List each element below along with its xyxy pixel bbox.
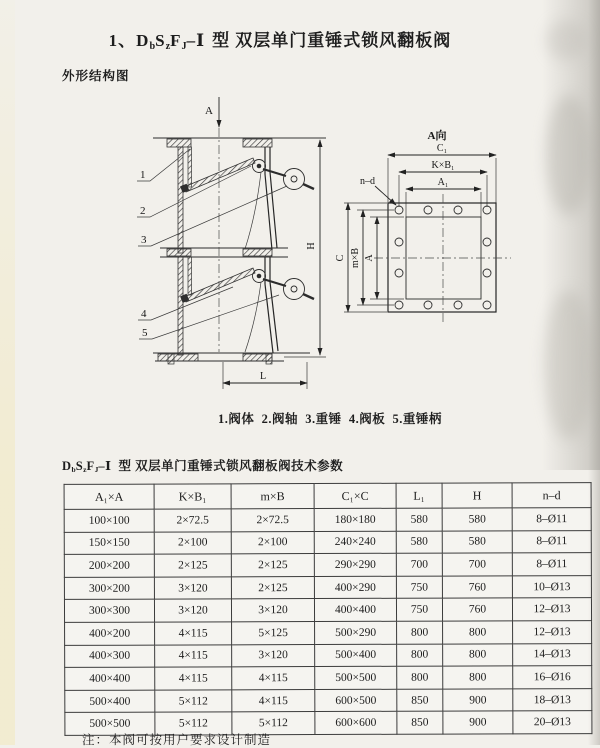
table-cell: 12–Ø13 [512, 598, 591, 621]
table-cell: 200×200 [64, 554, 154, 577]
table-cell: 400×200 [65, 622, 155, 645]
table-cell: 500×500 [315, 666, 397, 689]
table-cell: 700 [396, 553, 442, 576]
table-row [65, 688, 592, 712]
table-cell: 2×125 [231, 576, 314, 599]
table-cell: 800 [443, 621, 513, 644]
dim-label-mxB: m×B [350, 247, 361, 269]
part-label-2: 2 [140, 205, 146, 217]
table-cell: 750 [396, 598, 442, 621]
table-row [64, 553, 591, 577]
table-cell: 750 [396, 576, 442, 599]
table-row [64, 598, 591, 622]
table-cell: 5×125 [232, 622, 315, 645]
model-code: S [75, 459, 84, 473]
table-cell: 580 [442, 508, 512, 531]
part-label-4: 4 [141, 308, 147, 320]
table-cell: 800 [397, 644, 443, 667]
table-cell: 580 [396, 508, 442, 531]
model-suffix: –Ⅰ [186, 31, 206, 50]
table-cell: 600×600 [315, 712, 397, 735]
table-cell: 3×120 [154, 577, 231, 600]
table-cell: 3×120 [232, 644, 315, 667]
table-row [65, 643, 592, 667]
parts-legend: 1.阀体 2.阀轴 3.重锤 4.阀板 5.重锤柄 [218, 412, 442, 426]
title-number: 1、 [108, 31, 137, 50]
table-cell: 8–Ø11 [512, 530, 591, 553]
table-cell: 300×200 [64, 577, 154, 600]
side-view-drawing [137, 97, 326, 389]
dim-label-nd: n–d [360, 176, 375, 187]
table-cell: 4×115 [155, 667, 232, 690]
title-text: 型 双层单门重锤式锁风翻板阀 [212, 31, 452, 50]
model-sub: J [94, 465, 99, 475]
table-row [64, 575, 591, 599]
model-sub: b [71, 465, 76, 475]
table-cell: 580 [396, 531, 442, 554]
table-cell: 900 [443, 689, 513, 712]
model-suffix: –Ⅰ [98, 459, 112, 473]
dim-label-A: A [364, 254, 375, 262]
dim-label-L: L [259, 371, 267, 382]
table-cell: 5×112 [155, 690, 232, 713]
col-header-nd: n–d [512, 483, 591, 508]
table-cell: 500×290 [315, 621, 397, 644]
table-note: 注：本阀可按用户要求设计制造 [82, 733, 272, 747]
part-label-1: 1 [140, 169, 146, 181]
table-subtitle [62, 456, 343, 474]
table-cell: 2×72.5 [154, 509, 231, 532]
col-header-mxb: m×B [231, 484, 314, 509]
model-sub: b [149, 40, 156, 52]
table-cell: 8–Ø11 [512, 553, 591, 576]
table-cell: 300×300 [64, 599, 154, 622]
table-cell: 3×120 [154, 599, 231, 622]
spec-table [64, 482, 593, 736]
table-cell: 800 [397, 666, 443, 689]
table-cell: 4×115 [155, 622, 232, 645]
model-code: F [86, 459, 95, 473]
model-code: D [136, 31, 150, 50]
table-cell: 4×115 [155, 644, 232, 667]
table-cell: 16–Ø16 [513, 666, 592, 689]
table-cell: 180×180 [314, 508, 396, 531]
table-cell: 400×300 [65, 645, 155, 668]
table-cell: 4×115 [232, 667, 315, 690]
table-cell: 800 [443, 666, 513, 689]
table-row [65, 666, 592, 690]
view-a-title: A向 [427, 130, 447, 142]
part-label-5: 5 [142, 327, 148, 339]
table-cell: 18–Ø13 [513, 688, 592, 711]
model-code: S [155, 31, 166, 50]
table-cell: 12–Ø13 [513, 621, 592, 644]
dim-label-KxB1: K×B₁ [431, 160, 455, 171]
table-row [64, 530, 591, 554]
dim-label-C1: C₁ [436, 143, 448, 154]
table-cell: 500×400 [315, 644, 397, 667]
col-header-h: H [442, 483, 512, 508]
table-header-row [64, 483, 591, 510]
dim-label-H: H [306, 242, 317, 250]
col-header-a1xa: A₁×A [64, 484, 154, 509]
table-cell: 20–Ø13 [513, 711, 592, 734]
table-cell: 800 [443, 643, 513, 666]
table-cell: 850 [397, 689, 443, 712]
table-cell: 14–Ø13 [513, 643, 592, 666]
table-row [65, 621, 592, 645]
table-cell: 900 [443, 711, 513, 734]
model-code: D [62, 459, 72, 473]
table-row [64, 508, 591, 532]
table-cell: 400×290 [314, 576, 396, 599]
col-header-c1xc: C₁×C [314, 483, 396, 508]
table-cell: 2×100 [231, 531, 314, 554]
col-header-l1: L₁ [396, 483, 442, 508]
spec-table-wrap [64, 482, 593, 736]
table-cell: 8–Ø11 [512, 508, 591, 531]
table-cell: 700 [442, 553, 512, 576]
table-cell: 240×240 [314, 531, 396, 554]
table-cell: 2×100 [154, 531, 231, 554]
dim-label-A1: A₁ [437, 177, 449, 188]
table-cell: 500×400 [65, 690, 155, 713]
table-cell: 100×100 [64, 509, 154, 532]
flange-view-drawing [335, 128, 511, 322]
table-cell: 500×500 [65, 712, 155, 735]
table-cell: 850 [397, 711, 443, 734]
table-cell: 400×400 [65, 667, 155, 690]
table-cell: 4×115 [232, 689, 315, 712]
section-label-outline-drawing: 外形结构图 [62, 69, 130, 83]
table-cell: 290×290 [314, 553, 396, 576]
table-cell: 800 [397, 621, 443, 644]
table-cell: 2×72.5 [231, 509, 314, 532]
model-code: F [170, 31, 182, 50]
table-cell: 5×112 [232, 712, 315, 735]
col-header-kxb1: K×B₁ [154, 484, 231, 509]
model-sub: z [165, 40, 171, 52]
table-cell: 10–Ø13 [512, 575, 591, 598]
dim-label-C: C [335, 254, 346, 262]
table-cell: 760 [442, 598, 512, 621]
table-cell: 600×500 [315, 689, 397, 712]
subtitle-text: 型 双层单门重锤式锁风翻板阀技术参数 [118, 459, 344, 473]
table-cell: 580 [442, 530, 512, 553]
table-cell: 400×400 [314, 599, 396, 622]
table-cell: 150×150 [64, 532, 154, 555]
table-cell: 3×120 [231, 599, 314, 622]
table-cell: 2×125 [154, 554, 231, 577]
view-arrow-label: A [205, 105, 213, 117]
model-sub: J [181, 40, 187, 52]
model-sub: z [83, 465, 87, 475]
table-cell: 5×112 [155, 712, 232, 735]
table-cell: 760 [442, 576, 512, 599]
table-cell: 2×125 [231, 554, 314, 577]
part-label-3: 3 [141, 234, 147, 246]
